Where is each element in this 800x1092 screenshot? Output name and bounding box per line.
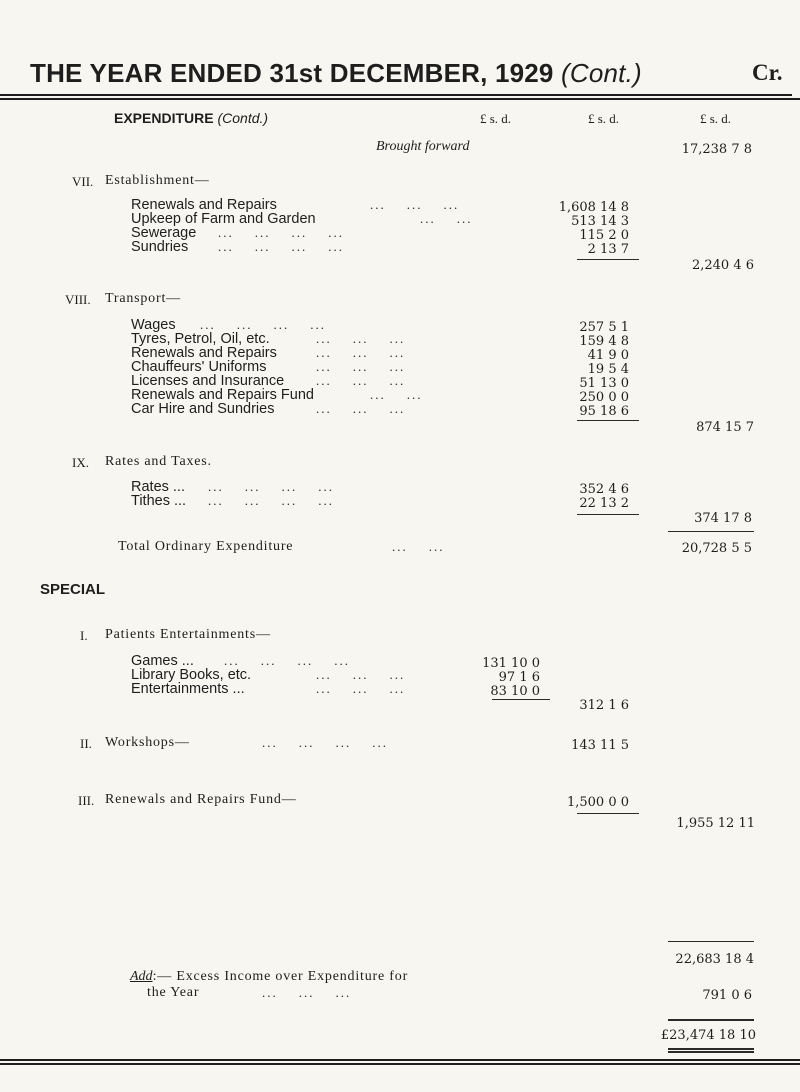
line-amount: 131 10 0 <box>482 656 540 671</box>
section-ix-numeral: IX. <box>72 455 89 470</box>
leader-dots: ... ... ... ... <box>200 317 326 332</box>
credit-mark: Cr. <box>752 60 783 85</box>
line-item: Rates ... <box>131 479 185 495</box>
special-iii-amount: 1,500 0 0 <box>566 795 629 810</box>
leader-dots: ... ... ... <box>262 985 352 1000</box>
special-i-title: Patients Entertainments— <box>105 627 271 642</box>
line-amount: 95 18 6 <box>579 404 629 419</box>
header-rule-1 <box>0 94 792 96</box>
line-item: Car Hire and Sundries <box>131 401 275 417</box>
special-total: 1,955 12 11 <box>676 816 755 831</box>
footer-rule-2 <box>0 1063 800 1065</box>
special-ii-amount: 143 11 5 <box>571 738 629 753</box>
special-i-total: 312 1 6 <box>579 698 629 713</box>
add-excess-line-2: the Year <box>147 985 200 1000</box>
section-viii-title: Transport— <box>105 291 181 306</box>
leader-dots: ... ... ... <box>316 373 406 388</box>
line-amount: 19 5 4 <box>587 362 629 377</box>
subtotal-rule <box>577 813 639 814</box>
line-amount: 159 4 8 <box>579 334 629 349</box>
line-amount: 2 13 7 <box>587 242 629 257</box>
brought-forward-amount: 17,238 7 8 <box>681 142 752 157</box>
special-iii-title: Renewals and Repairs Fund— <box>105 792 297 807</box>
grand-total-rule <box>668 1019 754 1021</box>
total-ordinary-label: Total Ordinary Expenditure <box>118 539 294 554</box>
subtotal-rule <box>577 420 639 421</box>
subtotal-rule <box>577 259 639 260</box>
line-item: Library Books, etc. <box>131 667 252 683</box>
line-item: Sundries <box>131 239 189 255</box>
leader-dots: ... ... <box>370 387 423 402</box>
expenditure-heading: EXPENDITURE (Contd.) <box>114 110 269 126</box>
total-ordinary-amount: 20,728 5 5 <box>681 541 752 556</box>
line-amount: 352 4 6 <box>579 482 629 497</box>
total-rule <box>668 531 754 532</box>
line-item: Tithes ... <box>131 493 187 509</box>
line-amount: 97 1 6 <box>498 670 540 685</box>
leader-dots: ... ... ... <box>316 667 406 682</box>
line-item: Sewerage <box>131 225 197 241</box>
section-ix-title: Rates and Taxes. <box>105 454 212 469</box>
line-amount: 257 5 1 <box>579 320 629 335</box>
line-amount: 1,608 14 8 <box>558 200 629 215</box>
col-header-3: £ s. d. <box>700 111 732 126</box>
special-iii-numeral: III. <box>78 793 95 808</box>
section-vii-total: 2,240 4 6 <box>691 258 754 273</box>
page-title: THE YEAR ENDED 31st DECEMBER, 1929 (Cont.) <box>30 58 642 88</box>
line-item: Tyres, Petrol, Oil, etc. <box>131 331 270 347</box>
add-excess-amount: 791 0 6 <box>702 988 752 1003</box>
line-amount: 51 13 0 <box>579 376 629 391</box>
leader-dots: ... ... ... <box>316 401 406 416</box>
leader-dots: ... ... ... ... <box>262 735 388 750</box>
line-amount: 513 14 3 <box>571 214 629 229</box>
subtotal-amount: 22,683 18 4 <box>675 952 754 967</box>
subtotal-rule <box>577 514 639 515</box>
leader-dots: ... ... ... ... <box>208 493 334 508</box>
grand-total-double-rule-2 <box>668 1051 754 1053</box>
subtotal-rule <box>492 699 550 700</box>
section-viii-total: 874 15 7 <box>696 420 754 435</box>
grand-total-amount: £23,474 18 10 <box>660 1028 756 1043</box>
leader-dots: ... ... ... <box>316 681 406 696</box>
line-amount: 250 0 0 <box>579 390 629 405</box>
line-item: Entertainments ... <box>131 681 245 697</box>
line-item: Renewals and Repairs Fund <box>131 387 314 403</box>
special-ii-numeral: II. <box>80 736 92 751</box>
special-heading: SPECIAL <box>40 581 106 598</box>
line-item: Games ... <box>131 653 194 669</box>
section-viii-numeral: VIII. <box>65 292 91 307</box>
section-vii-numeral: VII. <box>72 174 94 189</box>
title-cont: (Cont.) <box>561 58 642 88</box>
grand-total-double-rule-1 <box>668 1048 754 1050</box>
total-rule <box>668 941 754 942</box>
line-amount: 41 9 0 <box>587 348 629 363</box>
leader-dots: ... ... ... ... <box>218 225 344 240</box>
line-item: Wages <box>131 317 176 333</box>
leader-dots: ... ... <box>392 539 445 554</box>
leader-dots: ... ... ... ... <box>208 479 334 494</box>
col-header-1: £ s. d. <box>480 111 512 126</box>
section-vii-title: Establishment— <box>105 173 210 188</box>
special-ii-title: Workshops— <box>105 735 190 750</box>
line-item: Renewals and Repairs <box>131 197 277 213</box>
leader-dots: ... ... ... <box>370 197 460 212</box>
leader-dots: ... ... ... <box>316 359 406 374</box>
line-item: Upkeep of Farm and Garden <box>131 211 316 227</box>
line-amount: 115 2 0 <box>579 228 629 243</box>
leader-dots: ... ... ... <box>316 345 406 360</box>
line-amount: 22 13 2 <box>579 496 629 511</box>
brought-forward-label: Brought forward <box>376 139 470 154</box>
col-header-2: £ s. d. <box>588 111 620 126</box>
line-item: Renewals and Repairs <box>131 345 277 361</box>
leader-dots: ... ... ... ... <box>218 239 344 254</box>
line-item: Chauffeurs' Uniforms <box>131 359 267 375</box>
special-i-numeral: I. <box>80 628 88 643</box>
line-item: Licenses and Insurance <box>131 373 285 389</box>
leader-dots: ... ... ... <box>316 331 406 346</box>
header-rule-2 <box>0 98 800 100</box>
section-ix-total: 374 17 8 <box>694 511 752 526</box>
leader-dots: ... ... ... ... <box>224 653 350 668</box>
add-excess-line-1: Add:— Excess Income over Expenditure for <box>130 969 409 984</box>
leader-dots: ... ... <box>420 211 473 226</box>
line-amount: 83 10 0 <box>490 684 540 699</box>
footer-rule-1 <box>0 1059 800 1061</box>
